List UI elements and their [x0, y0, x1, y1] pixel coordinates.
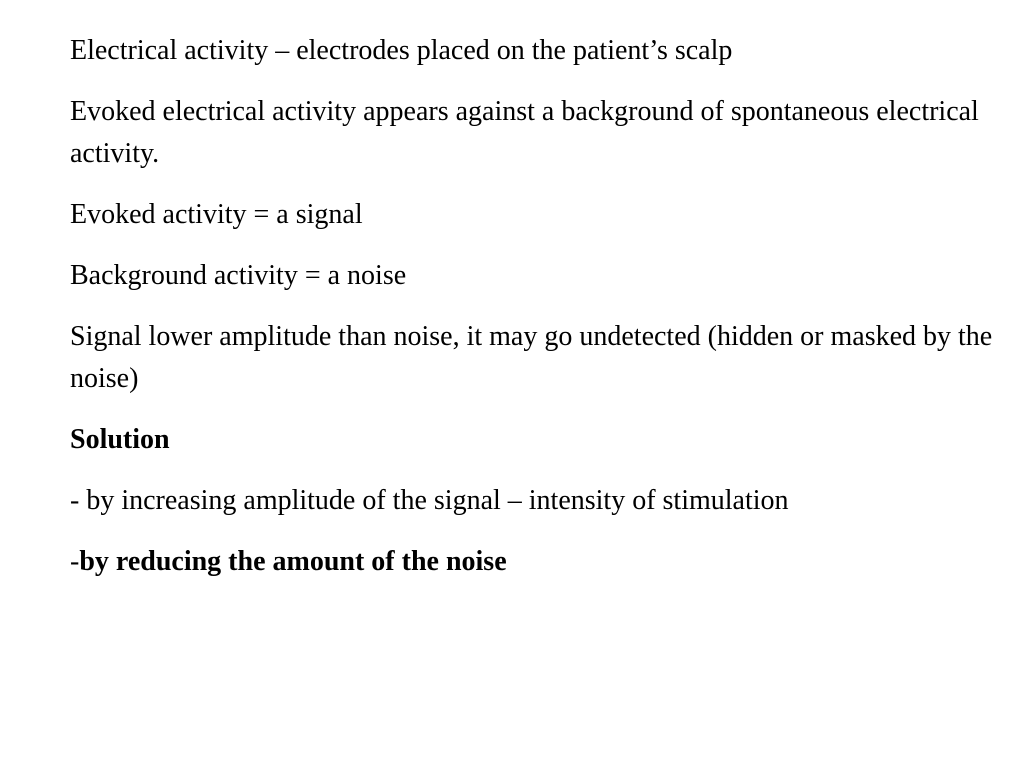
noise-definition-line: Background activity = a noise	[70, 260, 407, 291]
signal-definition-line: Evoked activity = a signal	[70, 199, 363, 230]
signal-amplitude-line: Signal lower amplitude than noise, it may go undetected (hidden or masked by the noise)	[70, 321, 993, 394]
slide-content	[70, 30, 1000, 602]
electrical-activity-line: Electrical activity – electrodes placed on the patient’s scalp	[70, 35, 733, 66]
solution-item-noise-text: by reducing the amount of the noise	[79, 546, 507, 577]
solution-item-noise	[70, 541, 1000, 583]
solution-item-amplitude: - by increasing amplitude of the signal – intensity of stimulation	[70, 485, 789, 516]
solution-heading: Solution	[70, 424, 170, 455]
evoked-activity-background-line: Evoked electrical activity appears against a background of spontaneous electrical activity.	[70, 96, 979, 169]
solution-item-dash: -	[70, 546, 80, 577]
